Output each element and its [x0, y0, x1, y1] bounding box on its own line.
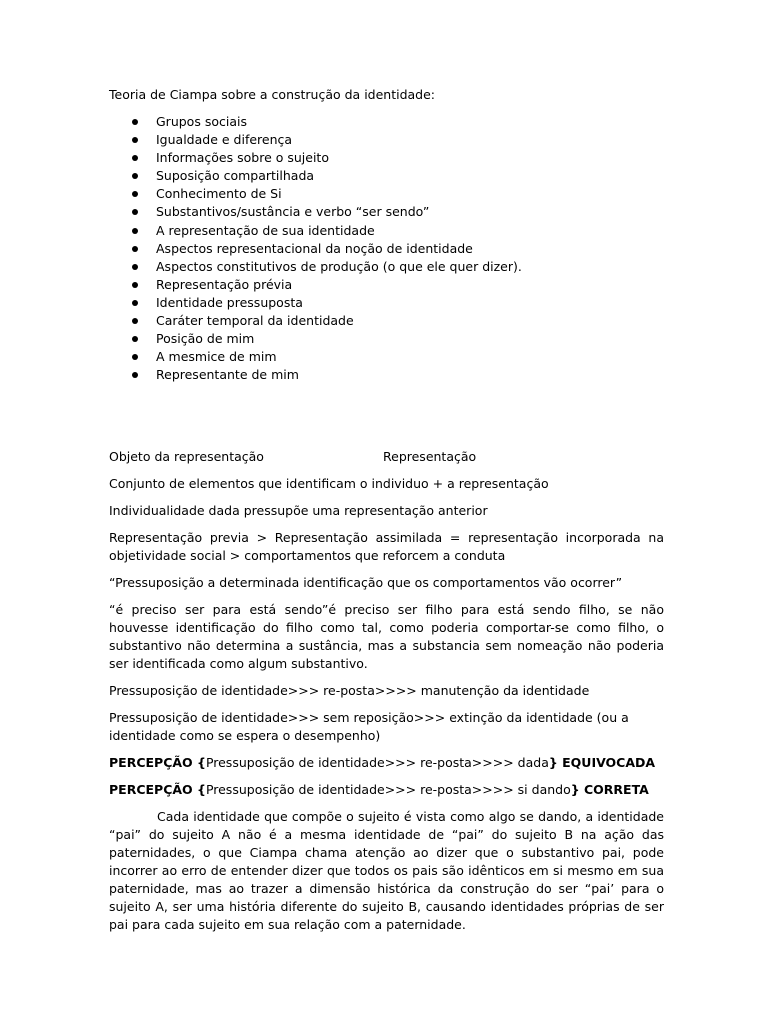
- perception-line-correta: [109, 781, 664, 799]
- list-item: [109, 203, 664, 221]
- list-item: [109, 240, 664, 258]
- list-item-text: Aspectos representacional da noção de identidade: [156, 240, 473, 256]
- paragraph: Individualidade dada pressupõe uma representação anterior: [109, 503, 488, 518]
- body-section: [109, 448, 664, 934]
- bullet-icon: [132, 264, 138, 270]
- list-item: [109, 348, 664, 366]
- list-item-text: A mesmice de mim: [156, 349, 277, 365]
- bullet-icon: [132, 372, 138, 378]
- bold-text: PERCEPÇÃO {: [109, 755, 206, 770]
- bullet-icon: [132, 354, 138, 360]
- bold-text: PERCEPÇÃO {: [109, 782, 206, 797]
- list-item: [109, 185, 664, 203]
- list-item: [109, 276, 664, 294]
- bullet-icon: [132, 300, 138, 306]
- bullet-icon: [132, 191, 138, 197]
- bullet-icon: [132, 282, 138, 288]
- paragraph: Conjunto de elementos que identificam o individuo + a representação: [109, 476, 549, 491]
- list-item: [109, 312, 664, 330]
- bold-text: } CORRETA: [570, 782, 649, 797]
- bullet-icon: [132, 246, 138, 252]
- list-item-text: Suposição compartilhada: [156, 168, 315, 184]
- list-item-text: Representante de mim: [156, 367, 299, 383]
- list-item: [109, 258, 664, 276]
- bullet-icon: [132, 209, 138, 215]
- list-item-text: Substantivos/sustância e verbo “ser sendo”: [156, 204, 430, 220]
- bullet-icon: [132, 228, 138, 234]
- paragraph: Representação previa > Representação assimilada = representação incorporada na objetividade social > comportamentos que reforcem a conduta: [109, 530, 664, 563]
- list-item: [109, 294, 664, 312]
- plain-text: Pressuposição de identidade>>> re-posta>>>> si dando: [205, 782, 571, 797]
- plain-text: Pressuposição de identidade>>> re-posta>>>> dada: [205, 755, 549, 770]
- quote-paragraph: “Pressuposição a determinada identificação que os comportamentos vão ocorrer”: [109, 575, 623, 590]
- list-item-text: A representação de sua identidade: [156, 222, 375, 238]
- list-item-text: Caráter temporal da identidade: [156, 313, 354, 329]
- bullet-icon: [132, 318, 138, 324]
- bullet-icon: [132, 336, 138, 342]
- list-item: [109, 330, 664, 348]
- column-heading-right: Representação: [383, 449, 477, 464]
- bullet-icon: [132, 155, 138, 161]
- list-item-text: Identidade pressuposta: [156, 294, 303, 310]
- list-item: [109, 149, 664, 167]
- list-item: [109, 167, 664, 185]
- list-item: [109, 366, 664, 384]
- document-page: [109, 86, 664, 932]
- list-item: [109, 131, 664, 149]
- list-item-text: Posição de mim: [156, 331, 255, 347]
- list-item: [109, 222, 664, 240]
- bullet-icon: [132, 119, 138, 125]
- list-item-text: Igualdade e diferença: [156, 132, 293, 148]
- column-heading-left: Objeto da representação: [109, 449, 264, 464]
- perception-line-equivocada: [109, 754, 664, 772]
- document-heading: Teoria de Ciampa sobre a construção da identidade:: [109, 87, 436, 102]
- bullet-icon: [132, 137, 138, 143]
- list-item-text: Representação prévia: [156, 276, 293, 292]
- bold-text: } EQUIVOCADA: [548, 755, 656, 770]
- paragraph: “é preciso ser para está sendo”é preciso ser filho para está sendo filho, se não houvesse identificação do filho como tal, como poderia comportar-se como filho, o substantivo não determina a sustância, mas a substancia sem nomeação não poderia ser identificada como algum substantivo.: [109, 602, 664, 671]
- paragraph: Pressuposição de identidade>>> sem reposição>>> extinção da identidade (ou a identidade como se espera o desempenho): [109, 710, 629, 743]
- paragraph: Pressuposição de identidade>>> re-posta>>>> manutenção da identidade: [109, 683, 590, 698]
- bullet-icon: [132, 173, 138, 179]
- column-headings: [109, 448, 664, 466]
- bullet-list: [109, 113, 664, 384]
- list-item-text: Informações sobre o sujeito: [156, 150, 329, 166]
- list-item-text: Grupos sociais: [156, 114, 247, 129]
- list-item-text: Conhecimento de Si: [156, 186, 282, 202]
- paragraph: Cada identidade que compõe o sujeito é vista como algo se dando, a identidade “pai” do sujeito A não é a mesma identidade de “pai” do sujeito B na ação das paternidades, o que Ciampa chama atenção ao dizer que o substantivo pai, pode incorrer ao erro de entender dizer que todos os pais são idênticos em si mesmo em sua paternidade, mas ao trazer a dimensão histórica da construção do ser “pai’ para o sujeito A, ser uma história diferente do sujeito B, causando identidades próprias de ser pai para cada sujeito em sua relação com a paternidade.: [109, 809, 664, 932]
- list-item: [109, 113, 664, 131]
- list-item-text: Aspectos constitutivos de produção (o que ele quer dizer).: [156, 258, 522, 274]
